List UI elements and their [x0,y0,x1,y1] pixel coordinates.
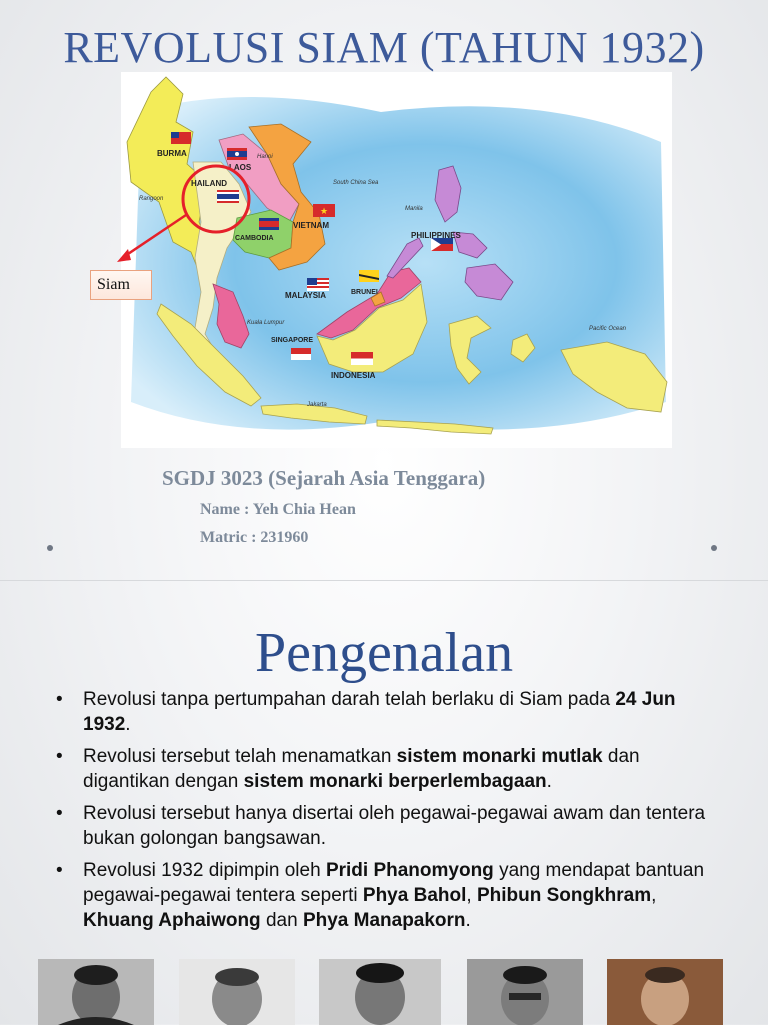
bullet-bold-text: Phibun Songkhram [476,885,652,906]
pacific-ocean-label: Pacific Ocean [589,326,627,332]
bullet-text: dan digantikan dengan [83,746,640,792]
portrait-photo-1 [38,959,154,1025]
bullet-text: , [651,885,657,906]
intro-slide [0,580,768,1025]
student-matric: Matric : 231960 [200,529,309,546]
brunei-label: BRUNEI [351,289,378,296]
jakarta-label: Jakarta [307,402,327,408]
portrait-photo-5 [607,959,723,1025]
south-china-sea-label: South China Sea [333,180,379,186]
vietnam-flag-icon [313,204,335,217]
slide-title: REVOLUSI SIAM (TAHUN 1932) [63,23,705,72]
indonesia-flag-icon [351,352,373,365]
laos-label: LAOS [229,163,252,172]
bullet-bold-text: sistem monarki mutlak [396,746,603,767]
student-name: Name : Yeh Chia Hean [200,501,356,518]
bullet-text: , [466,885,477,906]
bullet-text: yang mendapat bantuan pegawai-pegawai tentera seperti [83,860,705,906]
siam-callout-label: Siam [90,270,152,300]
bullet-text: dan [260,910,303,931]
malaysia-flag-icon [307,278,329,291]
intro-title: Pengenalan [254,622,514,684]
burma-label: BURMA [157,149,187,158]
portrait-photo-2 [179,959,295,1025]
slide-dot-right [711,545,717,551]
bullet-bold-text: sistem monarki berperlembagaan [243,771,547,792]
bullet-text: Revolusi tanpa pertumpahan darah telah berlaku di Siam pada [83,689,616,710]
svg-text:★: ★ [319,206,329,216]
portrait-photo-4 [467,959,583,1025]
bullet-bold-text: Pridi Phanomyong [325,860,494,881]
bullet-item-3 [56,801,726,851]
manila-label: Manila [405,206,423,212]
singapore-label: SINGAPORE [271,337,314,344]
bullet-text: . [546,771,552,792]
bullet-bold-text: Phya Bahol [362,885,467,906]
bullet-text: . [125,714,131,735]
singapore-flag-icon [291,348,311,360]
bullet-text: Revolusi 1932 dipimpin oleh [83,860,326,881]
bullet-text: . [465,910,471,931]
hanoi-label: Hanoi [257,154,273,160]
brunei-flag-icon [359,270,379,282]
indonesia-label: INDONESIA [331,371,376,380]
laos-flag-icon [227,148,247,160]
bullet-text: Revolusi tersebut telah menamatkan [83,746,397,767]
bullet-item-4 [56,858,726,933]
thailand-label: HAILAND [191,179,227,188]
philippines-label: PHILIPPINES [411,231,461,240]
vietnam-label: VIETNAM [293,221,329,230]
slide-dot-left [47,545,53,551]
course-title: SGDJ 3023 (Sejarah Asia Tenggara) [162,466,486,490]
bullet-bold-text: 24 Jun 1932 [83,689,676,735]
cambodia-flag-icon [259,218,279,230]
bullet-item-2 [56,744,726,794]
malaysia-label: MALAYSIA [285,291,327,300]
bullet-text: Revolusi tersebut hanya disertai oleh pegawai-pegawai awam dan tentera bukan golongan bangsawan. [83,803,706,849]
portrait-photo-3 [319,959,441,1025]
bullet-item-1 [56,687,726,737]
bullet-bold-text: Phya Manapakorn [302,910,466,931]
intro-bullet-list [56,687,726,940]
cambodia-label: CAMBODIA [235,235,274,242]
kuala-lumpur-label: Kuala Lumpur [247,320,285,326]
burma-flag-icon [171,132,191,144]
thailand-flag-icon [217,190,239,203]
bullet-bold-text: Khuang Aphaiwong [83,910,261,931]
southeast-asia-map [121,72,672,448]
rangoon-label: Rangoon [139,196,164,202]
